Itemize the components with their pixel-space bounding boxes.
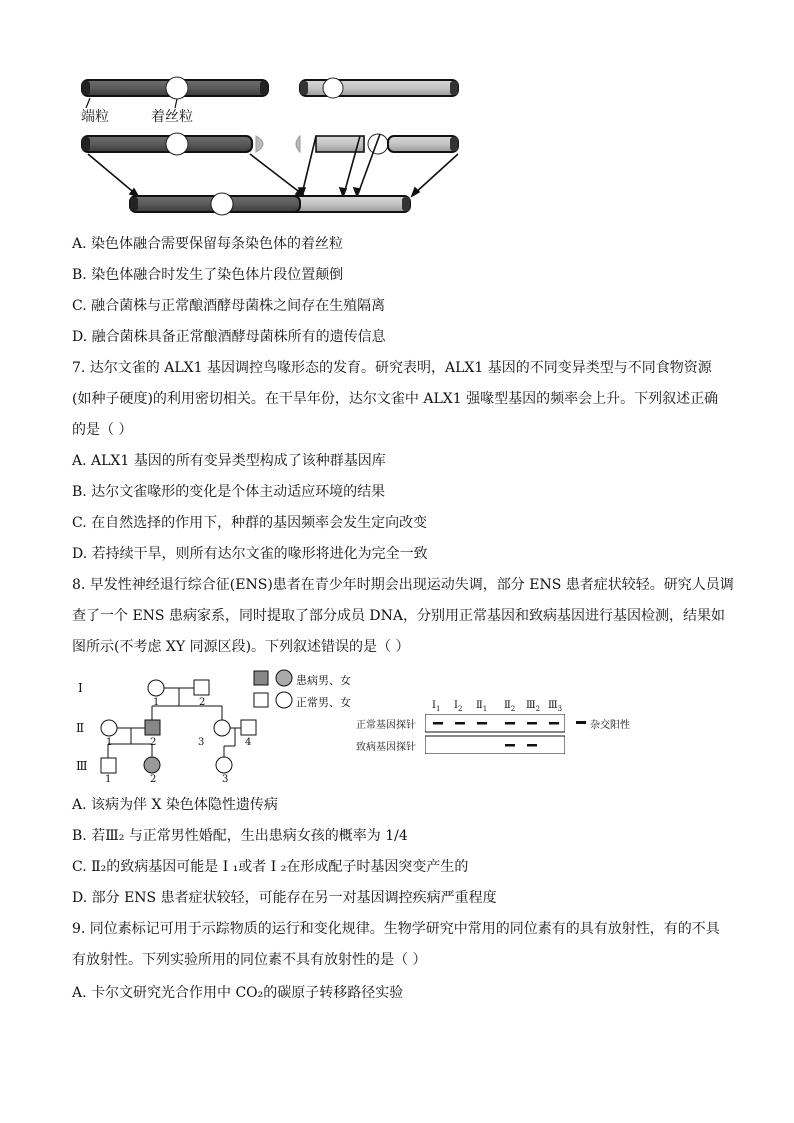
q8-option-b: B. 若Ⅲ₂ 与正常男性婚配，生出患病女孩的概率为 1/4 [72,828,408,844]
probe-header-I1: $I_1$ [432,700,441,713]
q7-option-c: C. 在自然选择的作用下，种群的基因频率会发生定向改变 [72,515,428,531]
probe-legend-label: 杂交阳性 [590,720,630,731]
chromosome-fused [130,193,410,215]
probe-row-normal-label: 正常基因探针 [356,720,416,731]
q7-stem-line3: 的是（ ） [72,422,133,438]
pedigree-gen-III: Ⅲ [76,759,88,773]
probe-legend-band [576,721,586,724]
q6-option-d: D. 融合菌株具备正常酿酒酵母菌株所有的遗传信息 [72,329,386,345]
q7-stem-line1: 7. 达尔文雀的 ALX1 基因调控鸟喙形态的发育。研究表明，ALX1 基因的不同变异类型与不同食物资源 [72,360,712,376]
q7-option-b: B. 达尔文雀喙形的变化是个体主动适应环境的结果 [72,484,386,500]
q8-option-d: D. 部分 ENS 患者症状较轻，可能存在另一对基因调控疾病严重程度 [72,890,497,906]
legend-affected-female [276,670,292,686]
q8-option-c: C. Ⅱ₂的致病基因可能是 I ₁或者 I ₂在形成配子时基因突变产生的 [72,859,469,875]
chromosome-fusion-figure [70,70,470,220]
legend-affected-male [254,671,268,685]
pedigree-II2-male-affected [145,720,160,735]
q6-option-b: B. 染色体融合时发生了染色体片段位置颠倒 [72,267,344,283]
chromosome-dark-broken [82,133,263,155]
probe-header-III3: $Ⅲ_3$ [548,700,563,713]
legend-normal-label: 正常男、女 [296,696,351,709]
pedigree-II4-male-normal [241,720,256,735]
q6-option-a: A. 染色体融合需要保留每条染色体的着丝粒 [72,236,344,252]
chromosome-dark-original [82,77,268,108]
legend-affected-label: 患病男、女 [296,674,351,687]
pedigree-I2-male-normal [194,680,209,695]
pedigree-I1-female-normal [148,680,164,696]
pedigree-III1-male-normal [101,758,116,773]
q6-option-c: C. 融合菌株与正常酿酒酵母菌株之间存在生殖隔离 [72,298,386,314]
pedigree-III3-number: 3 [222,774,229,785]
pedigree-III2-number: 2 [150,774,157,785]
probe-header-I2: $I_2$ [454,700,463,713]
pedigree-gen-I: Ⅰ [78,681,83,695]
probe-header-II1: $Ⅱ_1$ [476,700,488,713]
pedigree-II3-number: 3 [198,737,205,748]
q9-stem-line2: 有放射性。下列实验所用的同位素不具有放射性的是（ ） [72,952,427,968]
pedigree-I1-number: 1 [153,697,160,708]
probe-row-disease-label: 致病基因探针 [356,742,416,753]
q8-option-a: A. 该病为伴 X 染色体隐性遗传病 [72,797,278,813]
q7-option-d: D. 若持续干旱，则所有达尔文雀的喙形将进化为完全一致 [72,546,428,562]
q9-stem-line1: 9. 同位素标记可用于示踪物质的运行和变化规律。生物学研究中常用的同位素有的具有放射性，有的不具 [72,921,720,937]
q8-stem-line3: 图所示(不考虑 XY 同源区段)。下列叙述错误的是（ ） [72,639,410,655]
pedigree-II4-number: 4 [245,737,252,748]
q9-option-a: A. 卡尔文研究光合作用中 CO₂的碳原子转移路径实验 [72,985,404,1001]
probe-header-III2: $Ⅲ_2$ [526,700,541,713]
pedigree-II1-female-normal [101,720,117,736]
legend-normal-female [276,692,292,708]
pedigree-III1-number: 1 [105,774,112,785]
telomere-label: 端粒 [81,109,109,125]
probe-header-II2: $Ⅱ_2$ [504,700,516,713]
chromosome-light-original [300,78,458,98]
q7-stem-line2: (如种子硬度)的利用密切相关。在干旱年份，达尔文雀中 ALX1 强喙型基因的频率会上升。下列叙述正确 [72,391,719,407]
probe-result-table [425,714,565,754]
legend-normal-male [254,693,268,707]
pedigree-II2-number: 2 [150,737,157,748]
pedigree-I2-number: 2 [199,697,206,708]
pedigree-III3-female-normal [216,757,232,773]
pedigree-II1-number: 1 [106,737,113,748]
pedigree-III2-female-affected [144,757,160,773]
q8-stem-line1: 8. 早发性神经退行综合征(ENS)患者在青少年时期会出现运动失调，部分 ENS 患者症状较轻。研究人员调 [72,577,734,593]
pedigree-gen-II: Ⅱ [76,721,85,735]
centromere-label: 着丝粒 [151,109,193,125]
q7-option-a: A. ALX1 基因的所有变异类型构成了该种群基因库 [72,453,386,469]
q8-stem-line2: 查了一个 ENS 患病家系，同时提取了部分成员 DNA，分别用正常基因和致病基因进行基因检测，结果如 [72,608,725,624]
pedigree-II3-female-normal [214,720,230,736]
